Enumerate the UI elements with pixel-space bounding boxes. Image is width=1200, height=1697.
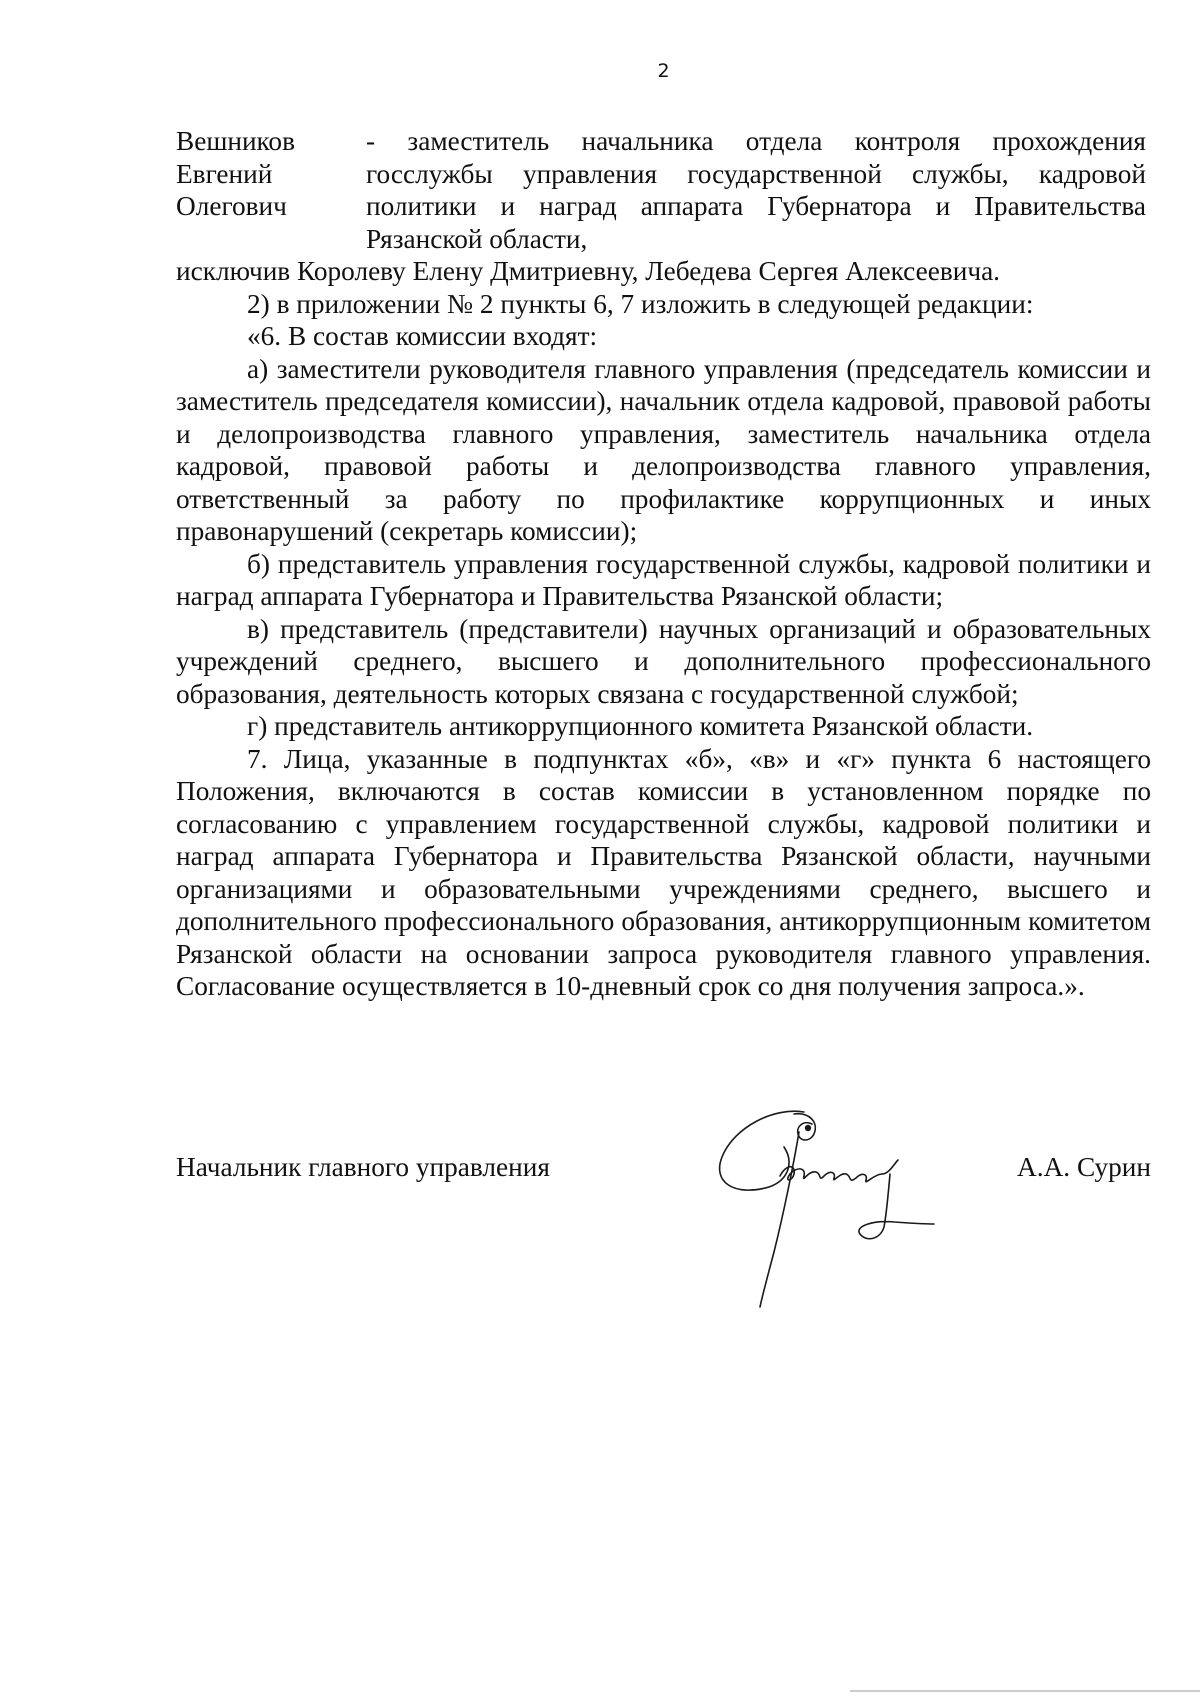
signatory-name: А.А. Сурин — [1017, 1152, 1151, 1182]
signature-dot — [805, 1125, 811, 1131]
paragraph-subitem-b: б) представитель управления государственной службы, кадровой политики и наград аппарата Губернатора и Правительства Рязанской области; — [176, 548, 1151, 611]
member-full-name — [176, 125, 366, 255]
page-number: 2 — [657, 60, 670, 82]
commission-member-entry — [176, 125, 1146, 255]
member-surname: Вешников — [176, 126, 295, 156]
member-description: - заместитель начальника отдела контроля прохождения госслужбы управления государственной службы, кадровой политики и наград аппарата Губернатора и Правительства Рязанской области, — [366, 126, 1146, 254]
paragraph-subitem-a: а) заместители руководителя главного управления (председатель комиссии и заместитель председателя комиссии), начальник отдела кадровой, правовой работы и делопроизводства главного управления, заместитель начальника отдела кадровой, правовой работы и делопроизводства главного управления, ответственный за работу по профилактике коррупционных и иных правонарушений (секретарь комиссии); — [176, 353, 1151, 546]
document-body — [176, 125, 1151, 1003]
paragraph-subitem-v: в) представитель (представители) научных организаций и образовательных учреждений среднего, высшего и дополнительного профессионального образования, деятельность которых связана с государственной службой; — [176, 613, 1151, 709]
paragraph-subitem-g: г) представитель антикоррупционного комитета Рязанской области. — [247, 711, 1034, 741]
member-first-name: Евгений — [176, 158, 273, 189]
signature-block — [176, 1102, 1151, 1312]
paragraph-excluding: исключив Королеву Елену Дмитриевну, Лебедева Сергея Алексеевича. — [176, 256, 1001, 286]
paragraph-clause-6: «6. В состав комиссии входят: — [247, 321, 598, 351]
member-patronymic: Олегович — [176, 191, 287, 221]
paragraph-clause-7: 7. Лица, указанные в подпунктах «б», «в» и «г» пункта 6 настоящего Положения, включаются в состав комиссии в установленном порядке по согласованию с управлением государственной службы, кадровой политики и наград аппарата Губернатора и Правительства Рязанской области, научными организациями и образовательными учреждениями среднего, высшего и дополнительного профессионального образования, антикоррупционным комитетом Рязанской области на основании запроса руководителя главного управления. Согласование осуществляется в 10-дневный срок со дня получения запроса.». — [176, 743, 1151, 1001]
handwritten-signature — [694, 1102, 954, 1312]
signatory-position: Начальник главного управления — [176, 1152, 550, 1182]
paragraph-item-2: 2) в приложении № 2 пункты 6, 7 изложить в следующей редакции: — [247, 288, 1034, 319]
scan-edge-line — [850, 1690, 1200, 1692]
